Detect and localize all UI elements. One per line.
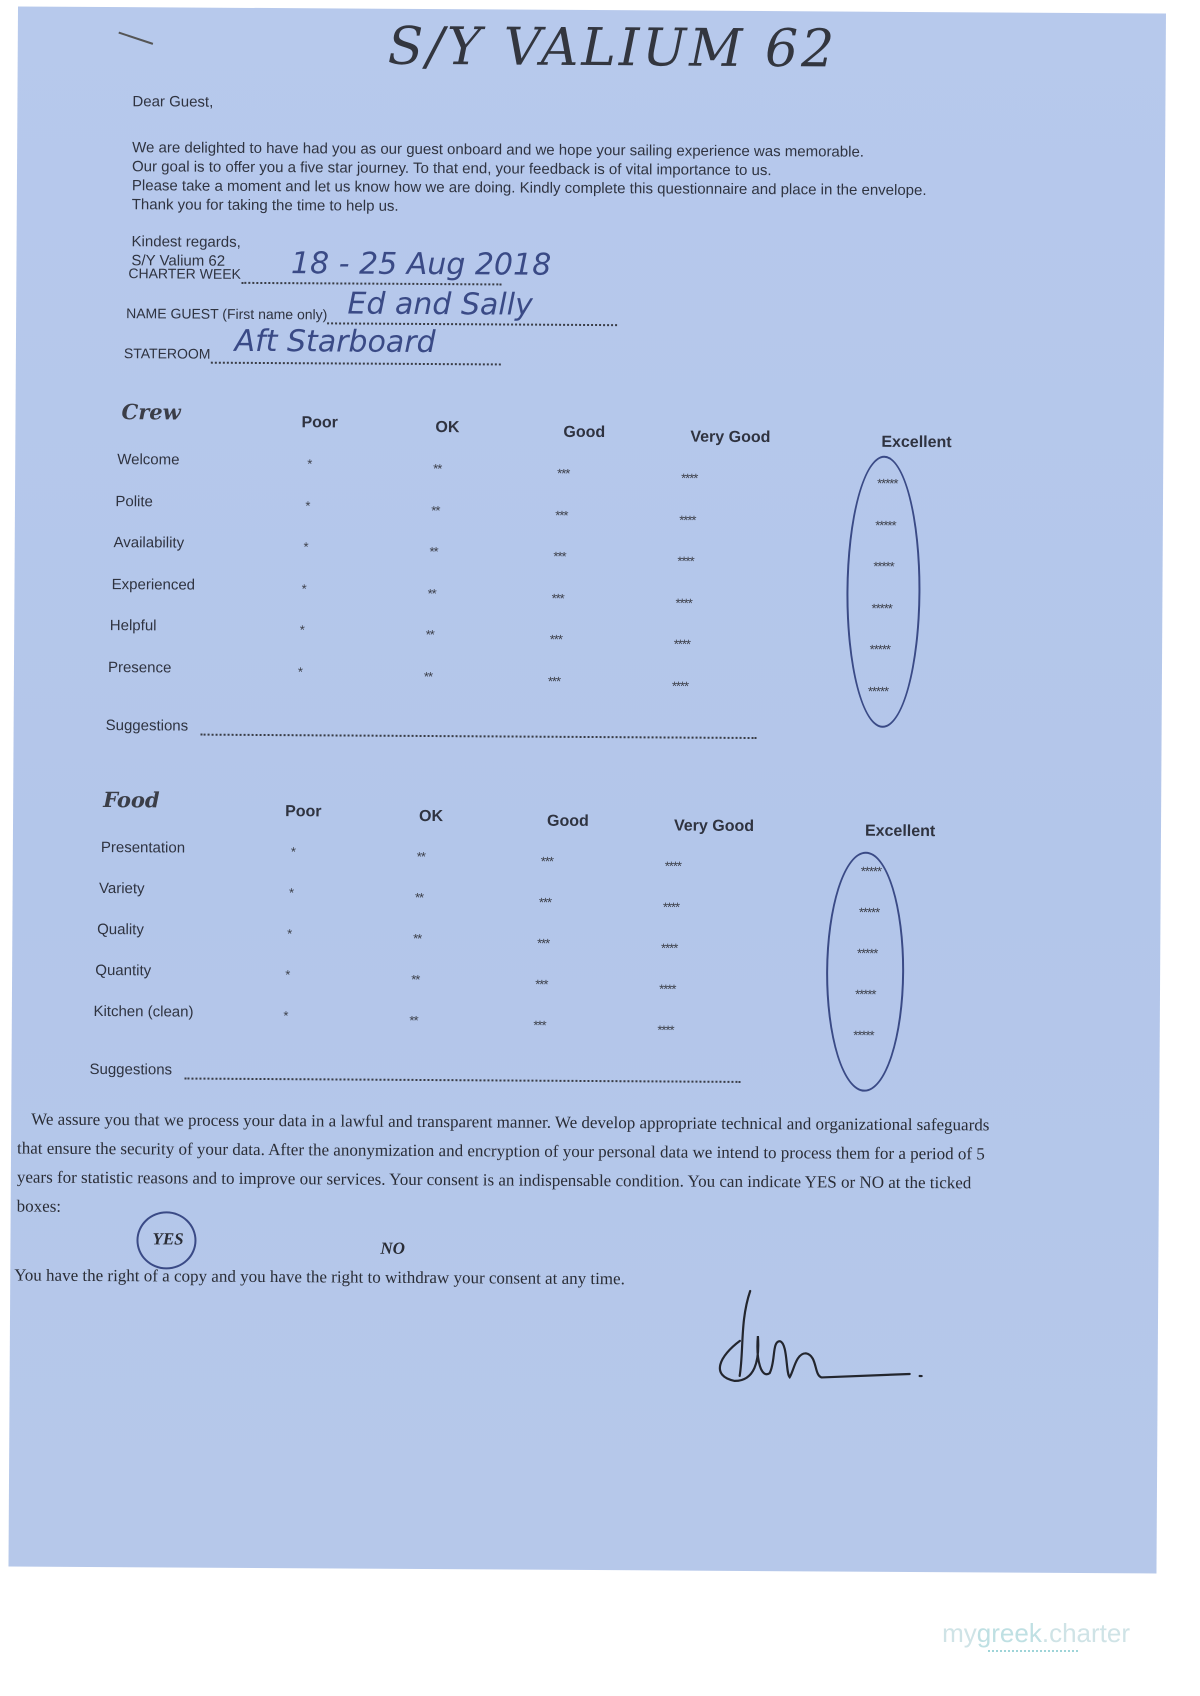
closing: Kindest regards, bbox=[131, 233, 241, 251]
food-rating-option-excellent[interactable]: ***** bbox=[853, 1027, 874, 1043]
food-row-label: Kitchen (clean) bbox=[93, 1002, 194, 1021]
crew-rating-option-good[interactable]: *** bbox=[549, 631, 562, 647]
crew-rating-option-poor[interactable]: * bbox=[305, 497, 310, 513]
food-rating-option-very-good[interactable]: **** bbox=[662, 899, 680, 915]
food-rating-option-ok[interactable]: ** bbox=[416, 848, 425, 864]
stateroom-field bbox=[123, 323, 501, 365]
food-rating-option-poor[interactable]: * bbox=[287, 926, 292, 942]
guest-name-field bbox=[126, 286, 617, 326]
food-rating-option-ok[interactable]: ** bbox=[409, 1012, 418, 1028]
crew-rating-option-good[interactable]: *** bbox=[557, 465, 570, 481]
crew-row-label: Polite bbox=[115, 492, 153, 510]
food-suggestions bbox=[89, 1061, 740, 1083]
food-header-very-good: Very Good bbox=[673, 817, 755, 836]
crew-header-good: Good bbox=[563, 423, 606, 442]
page-title: S/Y VALIUM 62 bbox=[387, 16, 838, 80]
crew-rating-option-ok[interactable]: ** bbox=[425, 626, 434, 643]
food-rating-option-good[interactable]: *** bbox=[538, 894, 552, 910]
guest-name-label: NAME GUEST (First name only) bbox=[126, 305, 328, 323]
crew-rating-option-excellent[interactable]: ***** bbox=[867, 683, 889, 699]
crew-suggestions-line[interactable] bbox=[201, 734, 757, 739]
consent-rights: You have the right of a copy and you have the right to withdraw your consent at any time. bbox=[14, 1265, 625, 1289]
food-rating-option-poor[interactable]: * bbox=[283, 1008, 288, 1024]
food-suggestions-line[interactable] bbox=[184, 1078, 740, 1083]
guest-name-value: Ed and Sally bbox=[347, 286, 533, 323]
food-rating-option-excellent[interactable]: ***** bbox=[855, 986, 876, 1002]
crew-rating-option-excellent[interactable]: ***** bbox=[869, 641, 891, 657]
food-section-title: Food bbox=[103, 787, 160, 813]
crew-rating-option-good[interactable]: *** bbox=[555, 507, 568, 523]
crew-suggestions-label: Suggestions bbox=[105, 717, 189, 735]
food-header-poor: Poor bbox=[285, 803, 322, 821]
crew-row-label: Presence bbox=[107, 658, 172, 676]
crew-rating-option-poor[interactable]: * bbox=[307, 456, 312, 472]
crew-rating-option-ok[interactable]: ** bbox=[431, 502, 440, 518]
watermark-suffix: .charter bbox=[1041, 1618, 1130, 1648]
food-header-good: Good bbox=[546, 812, 589, 830]
crew-suggestions bbox=[106, 717, 757, 739]
crew-header-poor: Poor bbox=[301, 414, 338, 432]
crew-header-very-good: Very Good bbox=[690, 428, 771, 447]
food-rating-option-poor[interactable]: * bbox=[285, 967, 290, 983]
crew-rating-option-poor[interactable]: * bbox=[297, 663, 303, 679]
food-header-excellent: Excellent bbox=[864, 822, 936, 841]
consent-line-3: years for statistic reasons and to improve our services. Your consent is an indispensable condition. You can indicate YES or NO at the ticked bbox=[16, 1167, 972, 1193]
watermark-brand: greek bbox=[976, 1618, 1042, 1648]
food-rating-option-ok[interactable]: ** bbox=[414, 889, 424, 905]
crew-header-ok: OK bbox=[435, 419, 460, 437]
stateroom-label: STATEROOM bbox=[123, 345, 211, 362]
crew-rating-option-very-good[interactable]: **** bbox=[671, 678, 689, 694]
food-row-label: Presentation bbox=[100, 839, 186, 857]
crew-rating-option-good[interactable]: *** bbox=[551, 590, 564, 606]
crew-rating-option-very-good[interactable]: **** bbox=[681, 470, 698, 486]
crew-rating-option-excellent[interactable]: ***** bbox=[877, 475, 898, 491]
crew-rating-option-poor[interactable]: * bbox=[299, 622, 304, 638]
consent-line-1: We assure you that we process your data in a lawful and transparent manner. We develop appropriate technical and organizational safeguards bbox=[31, 1109, 990, 1135]
food-rating-option-excellent[interactable]: ***** bbox=[856, 945, 878, 961]
letter-line-2: Our goal is to offer you a five star journey. To that end, your feedback is of vital importance to us. bbox=[131, 158, 772, 180]
crew-rating-option-very-good[interactable]: **** bbox=[677, 553, 694, 569]
crew-rating-option-excellent[interactable]: ***** bbox=[873, 558, 894, 574]
crew-rating-option-very-good[interactable]: **** bbox=[675, 595, 692, 611]
food-rating-option-excellent[interactable]: ***** bbox=[858, 904, 880, 920]
charter-week-value: 18 - 25 Aug 2018 bbox=[290, 246, 552, 283]
consent-yes-option[interactable]: YES bbox=[152, 1229, 184, 1249]
crew-rating-option-ok[interactable]: ** bbox=[423, 668, 433, 684]
food-rating-option-ok[interactable]: ** bbox=[413, 930, 422, 946]
letter-line-3: Please take a moment and let us know how we are doing. Kindly complete this questionnaire and place in the envelope. bbox=[131, 177, 927, 200]
watermark-prefix: my bbox=[942, 1618, 977, 1648]
crew-row-label: Availability bbox=[113, 534, 185, 552]
food-rating-option-good[interactable]: *** bbox=[535, 976, 548, 992]
greeting: Dear Guest, bbox=[132, 93, 214, 111]
crew-rating-option-good[interactable]: *** bbox=[547, 673, 561, 689]
crew-excellent-circle bbox=[846, 456, 922, 728]
site-watermark bbox=[942, 1618, 1130, 1649]
food-rating-option-very-good[interactable]: **** bbox=[661, 940, 678, 956]
food-rating-option-good[interactable]: *** bbox=[540, 853, 554, 869]
watermark-wave-icon bbox=[988, 1650, 1078, 1658]
signoff: S/Y Valium 62 bbox=[131, 252, 226, 270]
crew-row-label: Welcome bbox=[117, 451, 180, 469]
consent-line-4: boxes: bbox=[16, 1196, 62, 1216]
stateroom-value: Aft Starboard bbox=[234, 323, 436, 361]
questionnaire-sheet bbox=[8, 6, 1166, 1573]
food-rating-option-very-good[interactable]: **** bbox=[664, 858, 682, 874]
charter-week-label: CHARTER WEEK bbox=[128, 265, 241, 282]
crew-row-label: Helpful bbox=[109, 617, 157, 635]
crew-rating-option-excellent[interactable]: ***** bbox=[871, 600, 892, 616]
crew-rating-option-very-good[interactable]: **** bbox=[679, 512, 696, 528]
crew-section-title: Crew bbox=[121, 399, 181, 425]
crew-header-excellent: Excellent bbox=[881, 433, 952, 452]
food-rating-option-good[interactable]: *** bbox=[537, 935, 550, 951]
crew-rating-option-ok[interactable]: ** bbox=[429, 544, 438, 560]
crew-rating-option-good[interactable]: *** bbox=[553, 548, 566, 564]
crew-rating-option-ok[interactable]: ** bbox=[427, 585, 436, 601]
consent-line-2: that ensure the security of your data. After the anonymization and encryption of your personal data we intend to process them for a period of 5 bbox=[16, 1138, 985, 1164]
crew-rating-option-excellent[interactable]: ***** bbox=[875, 517, 896, 533]
letter-line-1: We are delighted to have had you as our guest onboard and we hope your sailing experience was memorable. bbox=[132, 139, 865, 161]
crew-rating-option-poor[interactable]: * bbox=[303, 539, 308, 555]
food-rating-option-very-good[interactable]: **** bbox=[659, 981, 676, 997]
food-rating-option-very-good[interactable]: **** bbox=[657, 1022, 674, 1038]
letter-line-4: Thank you for taking the time to help us. bbox=[131, 196, 399, 215]
crew-rating-option-very-good[interactable]: **** bbox=[673, 636, 691, 652]
food-rating-option-poor[interactable]: * bbox=[290, 844, 295, 860]
food-rating-option-excellent[interactable]: ***** bbox=[860, 863, 882, 879]
consent-no-option[interactable]: NO bbox=[380, 1238, 406, 1258]
crew-rating-option-poor[interactable]: * bbox=[301, 580, 306, 596]
food-row-label: Variety bbox=[98, 880, 145, 898]
crew-row-label: Experienced bbox=[111, 575, 196, 594]
food-rating-option-good[interactable]: *** bbox=[533, 1017, 546, 1033]
food-header-ok: OK bbox=[419, 807, 444, 826]
food-rating-option-poor[interactable]: * bbox=[288, 885, 294, 901]
guest-signature bbox=[710, 1281, 951, 1392]
food-rating-option-ok[interactable]: ** bbox=[411, 971, 420, 987]
food-row-label: Quantity bbox=[95, 961, 152, 980]
pen-mark bbox=[118, 32, 153, 45]
food-excellent-circle bbox=[825, 851, 904, 1091]
crew-rating-option-ok[interactable]: ** bbox=[433, 461, 442, 477]
food-row-label: Quality bbox=[97, 920, 144, 939]
food-suggestions-label: Suggestions bbox=[89, 1060, 173, 1079]
